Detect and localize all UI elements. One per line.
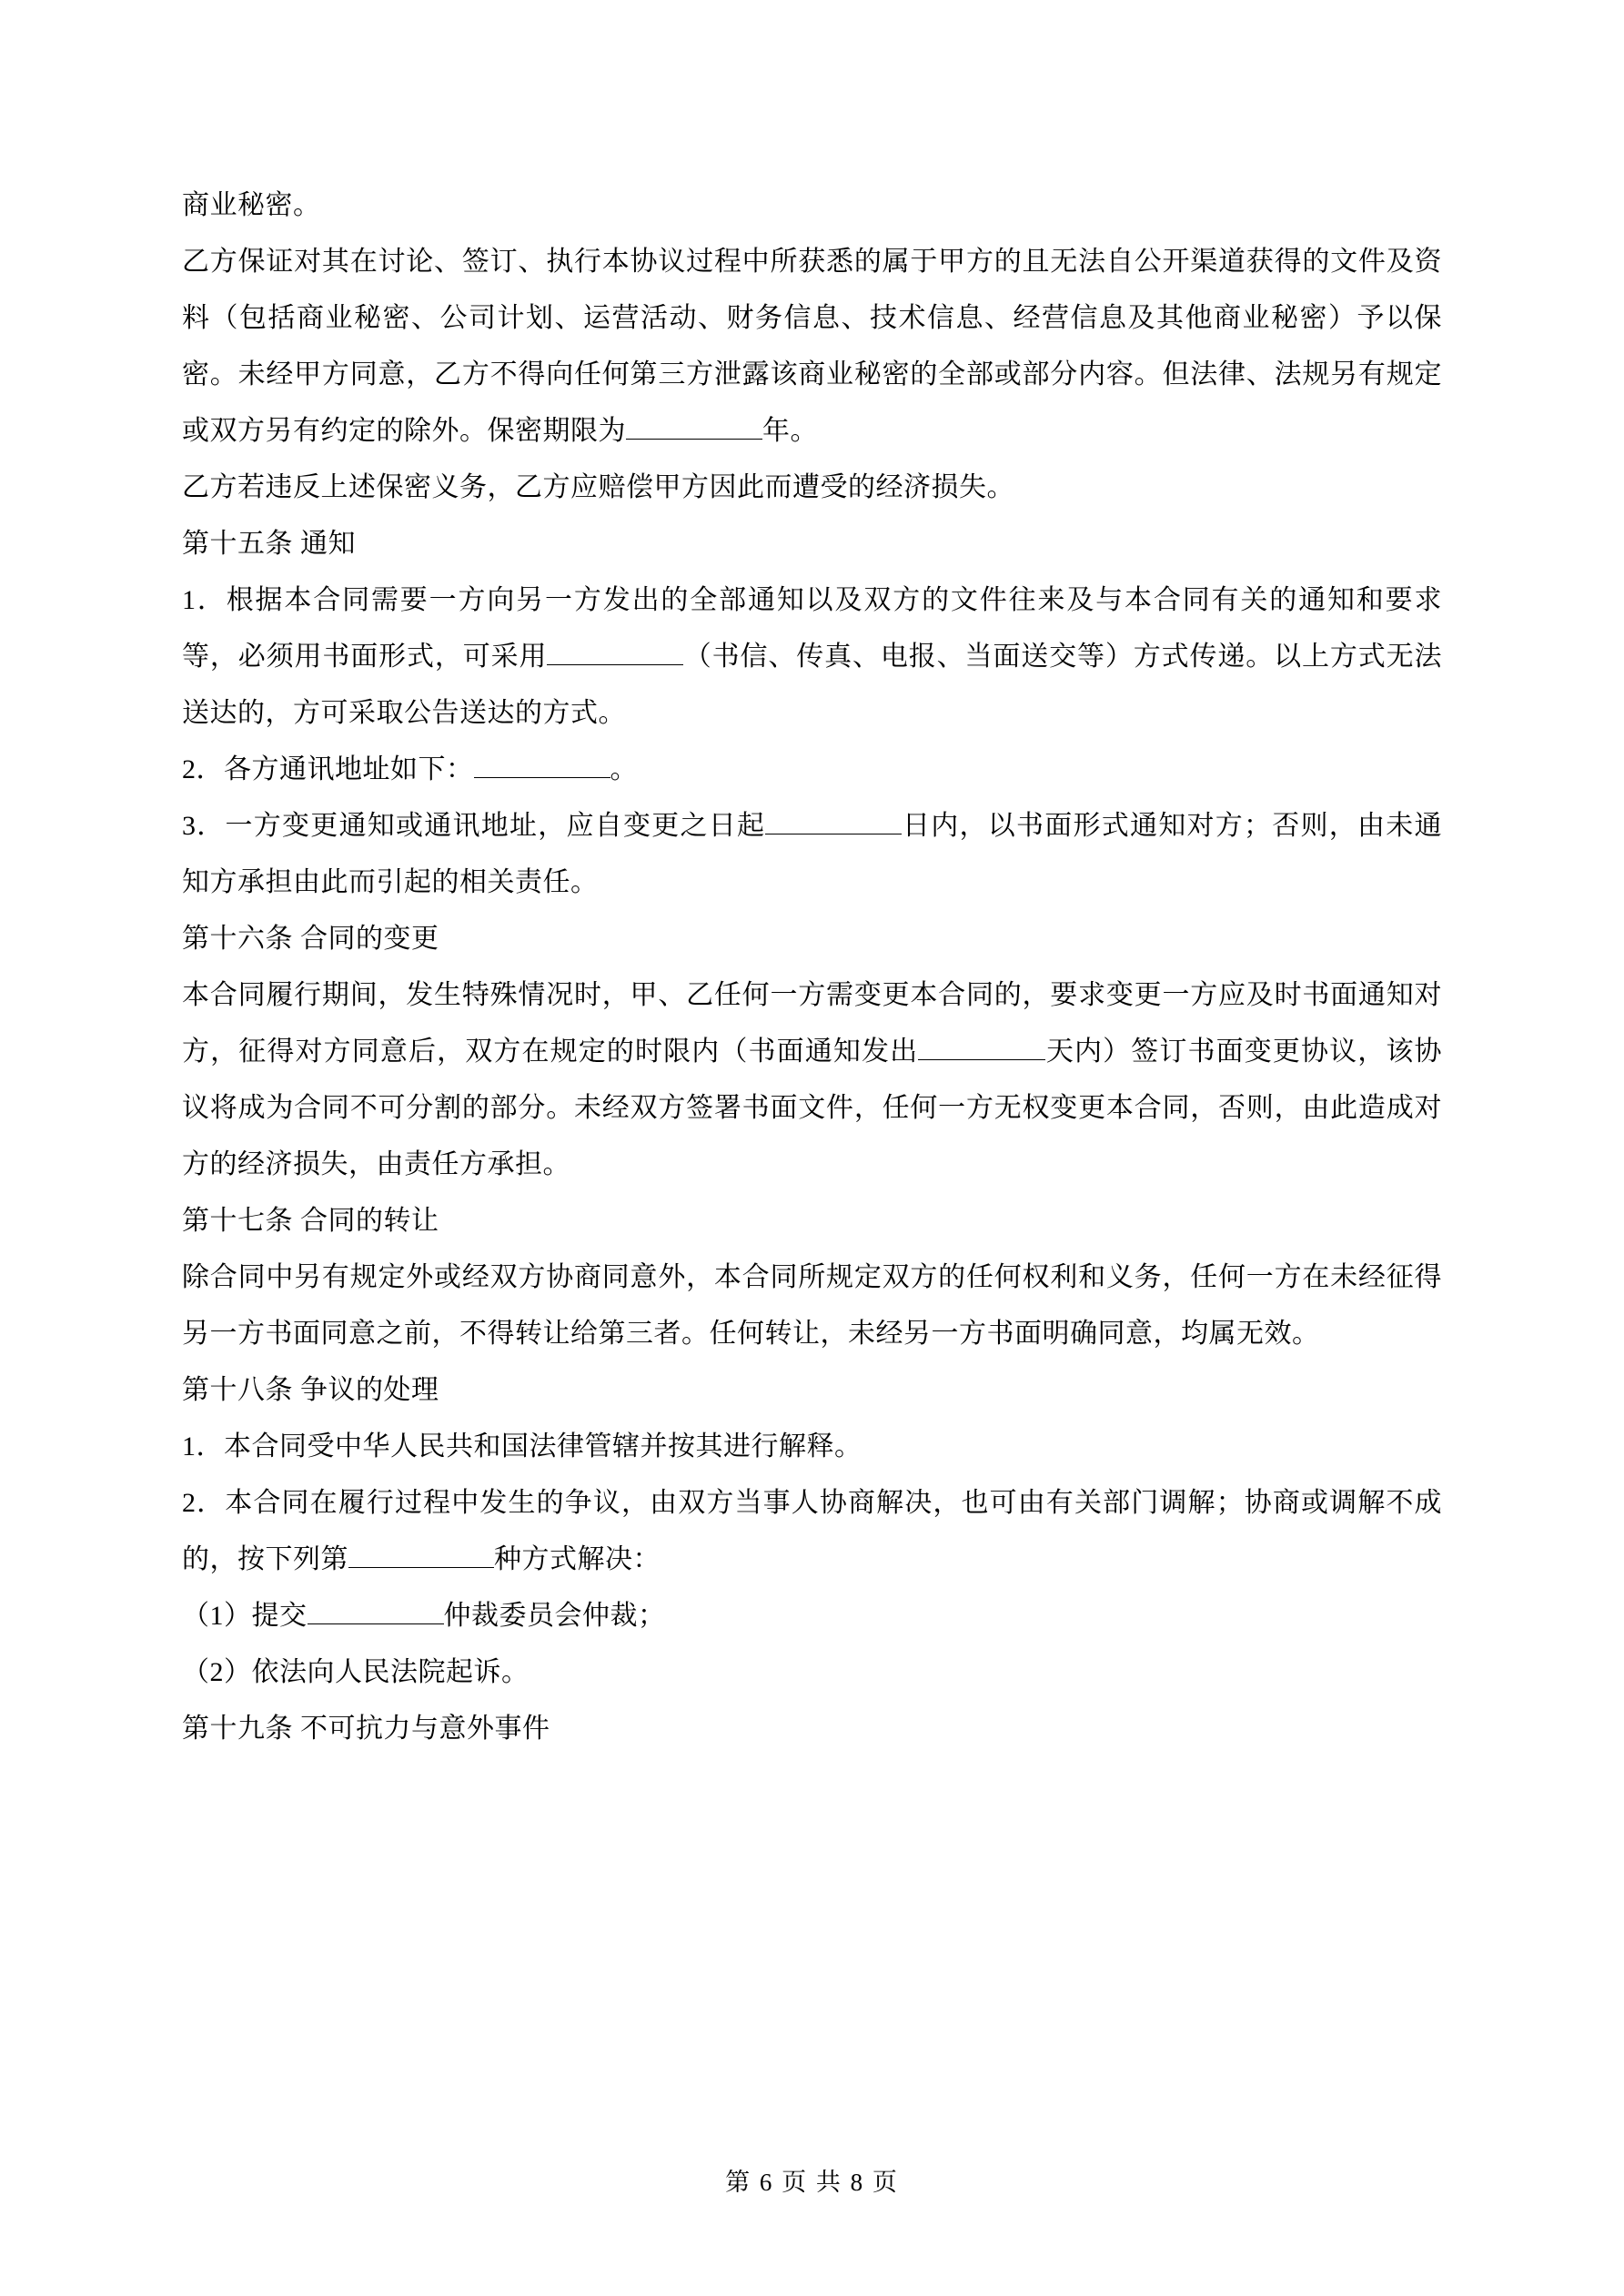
paragraph-18-2-option-2: （2）依法向人民法院起诉。 [182,1657,530,1687]
paragraph-text: 2．本合同在履行过程中发生的争议，由双方当事人协商解决，也可由有关部门调解；协商或调解不成的，按下列第 [182,1488,1442,1574]
paragraph-text-tail: 天内）签订书面变更协议，该协议将成为合同不可分割的部分。未经双方签署书面文件，任何一方无权变更本合同，否则，由此造成对方的经济损失，由责任方承担。 [182,1037,1442,1179]
heading-article-15: 第十五条 通知 [182,529,356,559]
fill-in-blank-change-days[interactable] [918,1059,1045,1060]
paragraph-18-1: 1．本合同受中华人民共和国法律管辖并按其进行解释。 [182,1431,862,1462]
paragraph-16-1 [182,967,1442,1193]
heading-article-17: 第十七条 合同的转让 [182,1206,439,1236]
paragraph-text-tail: （书信、传真、电报、当面送交等）方式传递。以上方式无法送达的，方可采取公告送达的方式。 [182,642,1442,728]
fill-in-blank-confidentiality-years[interactable] [626,439,762,440]
paragraph-text: 1．根据本合同需要一方向另一方发出的全部通知以及双方的文件往来及与本合同有关的通知和要求等，必须用书面形式，可采用 [182,585,1442,672]
paragraph-text: 2．各方通讯地址如下： [182,754,474,784]
fill-in-blank-addresses[interactable] [474,777,610,778]
paragraph-text-tail: 种方式解决： [494,1544,661,1574]
paragraph-15-1 [182,572,1442,742]
paragraph-text-tail: 。 [610,754,638,784]
paragraph-15-3 [182,798,1442,911]
paragraph-confidentiality-breach: 乙方若违反上述保密义务，乙方应赔偿甲方因此而遭受的经济损失。 [182,472,1014,502]
heading-article-19: 第十九条 不可抗力与意外事件 [182,1714,550,1744]
paragraph-text: 本合同履行期间，发生特殊情况时，甲、乙任何一方需变更本合同的，要求变更一方应及时书面通知对方，征得对方同意后，双方在规定的时限内（书面通知发出 [182,980,1442,1067]
paragraph-text-tail: 日内，以书面形式通知对方；否则，由未通知方承担由此而引起的相关责任。 [182,811,1442,897]
paragraph-confidentiality-obligation [182,234,1442,460]
paragraph-17-1: 除合同中另有规定外或经双方协商同意外，本合同所规定双方的任何权利和义务，任何一方在未经征得另一方书面同意之前，不得转让给第三者。任何转让，未经另一方书面明确同意，均属无效。 [182,1262,1442,1349]
paragraph-text: （1）提交 [182,1601,308,1631]
page-footer: 第 6 页 共 8 页 [725,2169,899,2196]
paragraph-text-tail: 年。 [762,416,818,446]
fill-in-blank-arbitration-commission[interactable] [308,1623,444,1624]
paragraph-18-2-option-1 [182,1588,1442,1644]
fill-in-blank-notice-method[interactable] [547,664,683,665]
paragraph-15-2 [182,742,1442,798]
paragraph-18-2 [182,1475,1442,1588]
paragraph-text: 乙方保证对其在讨论、签订、执行本协议过程中所获悉的属于甲方的且无法自公开渠道获得的文件及资料（包括商业秘密、公司计划、运营活动、财务信息、技术信息、经营信息及其他商业秘密）予以保密。未经甲方同意，乙方不得向任何第三方泄露该商业秘密的全部或部分内容。但法律、法规另有规定或双方另有约定的除外。保密期限为 [182,247,1442,446]
heading-article-16: 第十六条 合同的变更 [182,924,439,954]
document-body [182,177,1442,1757]
paragraph-text-tail: 仲裁委员会仲裁； [443,1601,666,1631]
paragraph-trade-secret-tail: 商业秘密。 [182,190,321,220]
paragraph-text: 3．一方变更通知或通讯地址，应自变更之日起 [182,811,766,841]
fill-in-blank-dispute-option[interactable] [348,1567,494,1568]
heading-article-18: 第十八条 争议的处理 [182,1375,439,1405]
